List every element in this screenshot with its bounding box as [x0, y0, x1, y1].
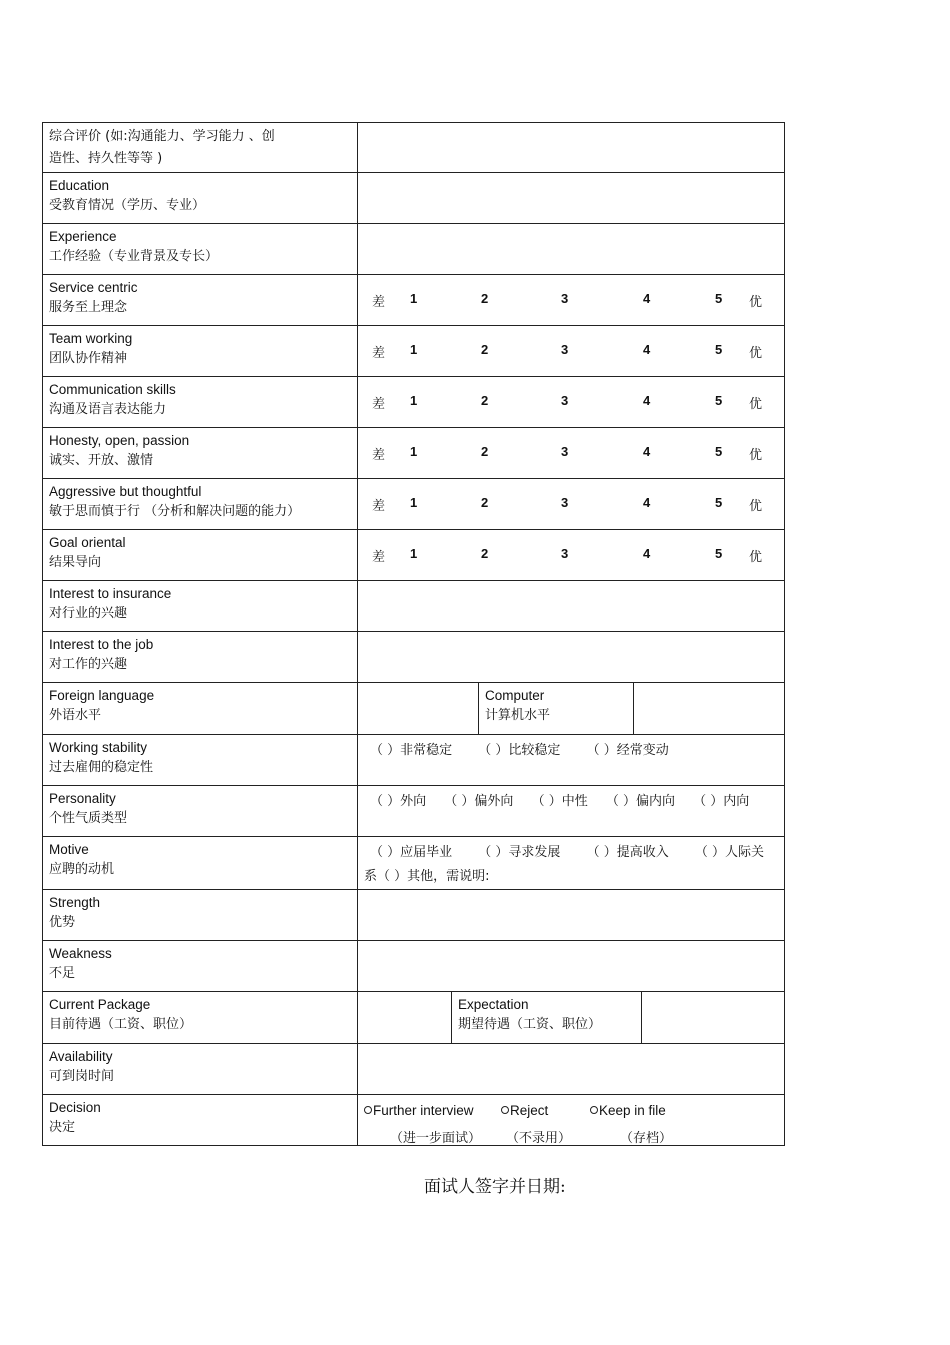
- label-en: Availability: [49, 1049, 113, 1064]
- label-cn: 沟通及语言表达能力: [49, 402, 167, 417]
- label-en: Interest to the job: [49, 637, 154, 652]
- row-interest-job: [43, 632, 785, 683]
- rating-cell: [358, 275, 785, 326]
- label-interest-job: [43, 632, 358, 683]
- decision-options: [358, 1095, 785, 1146]
- label-cn: 个性气质类型: [49, 811, 128, 826]
- input-experience[interactable]: [358, 224, 785, 275]
- option-income[interactable]: （ ）提高收入: [586, 845, 669, 860]
- label-stability: [43, 735, 358, 786]
- label-interest-insurance: [43, 581, 358, 632]
- label-cn: 可到岗时间: [49, 1069, 115, 1084]
- label-en: Experience: [49, 229, 117, 244]
- row-stability: [43, 735, 785, 786]
- rating-option-3[interactable]: 3: [561, 546, 569, 561]
- row-motive: [43, 837, 785, 890]
- label-language: [43, 683, 358, 735]
- row-overall: [43, 123, 785, 173]
- label-aggressive-thoughtful: [43, 479, 358, 530]
- label-cn: 诚实、开放、激情: [49, 453, 154, 468]
- rating-option-4[interactable]: 4: [643, 546, 651, 561]
- label-cn: 对行业的兴趣: [49, 606, 128, 621]
- label-en: Education: [49, 178, 110, 193]
- package-expectation-cell: [358, 992, 785, 1044]
- rating-option-1[interactable]: 1: [410, 495, 418, 510]
- interview-evaluation-form: [42, 122, 785, 1146]
- label-personality: [43, 786, 358, 837]
- option-introvert[interactable]: （ ）内向: [693, 794, 750, 809]
- label-weakness: [43, 941, 358, 992]
- evaluation-table: [42, 122, 785, 1146]
- decision-keep-in-file[interactable]: [590, 1103, 666, 1118]
- rating-option-4[interactable]: 4: [643, 444, 651, 459]
- label-en: Communication skills: [49, 382, 176, 397]
- rating-option-1[interactable]: 1: [410, 342, 418, 357]
- rating-option-3[interactable]: 3: [561, 291, 569, 306]
- input-computer[interactable]: [634, 683, 785, 734]
- label-en: Team working: [49, 331, 133, 346]
- motive-line2[interactable]: 系（ ）其他，需说明:: [364, 869, 490, 884]
- label-en: Current Package: [49, 997, 151, 1012]
- row-education: [43, 173, 785, 224]
- motive-options: [358, 837, 785, 890]
- rating-option-2[interactable]: 2: [481, 342, 489, 357]
- decision-label: Reject: [510, 1103, 549, 1118]
- rating-good-label: 优: [749, 550, 763, 565]
- label-cn: 过去雇佣的稳定性: [49, 760, 154, 775]
- rating-poor-label: 差: [372, 397, 386, 412]
- label-en: Working stability: [49, 740, 148, 755]
- label-en: Computer: [485, 688, 545, 703]
- radio-circle-icon[interactable]: [364, 1106, 372, 1114]
- input-overall[interactable]: [358, 123, 785, 173]
- label-overall-line1: 综合评价 (如:沟通能力、学习能力 、创: [49, 129, 275, 144]
- option-relations[interactable]: （ ）人际关: [694, 845, 764, 860]
- option-extrovert[interactable]: （ ）外向: [370, 794, 427, 809]
- label-en: Personality: [49, 791, 116, 806]
- input-foreign-language[interactable]: [358, 683, 479, 734]
- rating-option-5[interactable]: 5: [715, 495, 723, 510]
- rating-option-3[interactable]: 3: [561, 342, 569, 357]
- rating-cell: [358, 428, 785, 479]
- label-cn: 应聘的动机: [49, 862, 115, 877]
- rating-poor-label: 差: [372, 499, 386, 514]
- input-interest-job[interactable]: [358, 632, 785, 683]
- label-en: Decision: [49, 1100, 101, 1115]
- interviewer-signature-date: 面试人签字并日期:: [424, 1177, 566, 1197]
- label-goal-oriental: [43, 530, 358, 581]
- label-cn: 不足: [49, 966, 76, 981]
- row-package: [43, 992, 785, 1044]
- label-communication-skills: [43, 377, 358, 428]
- rating-option-1[interactable]: 1: [410, 291, 418, 306]
- input-expectation[interactable]: [642, 992, 785, 1043]
- label-expectation: [452, 992, 642, 1043]
- label-cn: 结果导向: [49, 555, 102, 570]
- input-strength[interactable]: [358, 890, 785, 941]
- rating-poor-label: 差: [372, 550, 386, 565]
- rating-cell: [358, 479, 785, 530]
- rating-option-3[interactable]: 3: [561, 495, 569, 510]
- rating-scale: [358, 326, 784, 376]
- row-weakness: [43, 941, 785, 992]
- label-en: Expectation: [458, 997, 529, 1012]
- rating-option-2[interactable]: 2: [481, 291, 489, 306]
- decision-further-interview[interactable]: [364, 1103, 474, 1118]
- rating-option-4[interactable]: 4: [643, 393, 651, 408]
- rating-option-5[interactable]: 5: [715, 342, 723, 357]
- rating-good-label: 优: [749, 448, 763, 463]
- rating-option-4[interactable]: 4: [643, 495, 651, 510]
- label-cn: 优势: [49, 915, 76, 930]
- option-slightly-introvert[interactable]: （ ）偏内向: [605, 794, 675, 809]
- decision-label: Keep in file: [599, 1103, 666, 1118]
- decision-area: [358, 1095, 784, 1145]
- rating-poor-label: 差: [372, 295, 386, 310]
- rating-option-5[interactable]: 5: [715, 444, 723, 459]
- row-language: [43, 683, 785, 735]
- label-cn: 决定: [49, 1120, 76, 1135]
- label-en: Honesty, open, passion: [49, 433, 190, 448]
- label-cn: 计算机水平: [485, 708, 551, 723]
- row-availability: [43, 1044, 785, 1095]
- decision-label: Further interview: [373, 1103, 474, 1118]
- label-en: Weakness: [49, 946, 112, 961]
- decision-cn-keep: （存档）: [620, 1131, 673, 1146]
- row-honesty: [43, 428, 785, 479]
- input-availability[interactable]: [358, 1044, 785, 1095]
- rating-poor-label: 差: [372, 448, 386, 463]
- label-en: Strength: [49, 895, 101, 910]
- label-cn: 工作经验（专业背景及专长）: [49, 249, 219, 264]
- label-honesty: [43, 428, 358, 479]
- rating-good-label: 优: [749, 499, 763, 514]
- input-current-package[interactable]: [358, 992, 452, 1043]
- decision-cn-reject: （不录用）: [506, 1131, 572, 1146]
- label-cn: 外语水平: [49, 708, 102, 723]
- input-weakness[interactable]: [358, 941, 785, 992]
- rating-good-label: 优: [749, 397, 763, 412]
- rating-scale: [358, 530, 784, 580]
- row-personality: [43, 786, 785, 837]
- label-en: Foreign language: [49, 688, 155, 703]
- rating-option-3[interactable]: 3: [561, 393, 569, 408]
- rating-option-5[interactable]: 5: [715, 546, 723, 561]
- rating-option-1[interactable]: 1: [410, 546, 418, 561]
- option-neutral[interactable]: （ ）中性: [531, 794, 588, 809]
- label-en: Motive: [49, 842, 89, 857]
- label-package: [43, 992, 358, 1044]
- label-cn: 期望待遇（工资、职位）: [458, 1017, 602, 1032]
- rating-cell: [358, 326, 785, 377]
- label-availability: [43, 1044, 358, 1095]
- input-interest-insurance[interactable]: [358, 581, 785, 632]
- rating-good-label: 优: [749, 346, 763, 361]
- decision-cn-further: （进一步面试）: [390, 1131, 482, 1146]
- label-decision: [43, 1095, 358, 1146]
- rating-option-1[interactable]: 1: [410, 444, 418, 459]
- rating-option-4[interactable]: 4: [643, 291, 651, 306]
- motive-line1: [364, 841, 778, 865]
- rating-option-2[interactable]: 2: [481, 495, 489, 510]
- label-en: Aggressive but thoughtful: [49, 484, 202, 499]
- label-experience: [43, 224, 358, 275]
- rating-good-label: 优: [749, 295, 763, 310]
- rating-poor-label: 差: [372, 346, 386, 361]
- label-cn: 对工作的兴趣: [49, 657, 128, 672]
- personality-options: [358, 786, 785, 837]
- row-service-centric: [43, 275, 785, 326]
- label-overall: [43, 123, 358, 173]
- label-en: Interest to insurance: [49, 586, 172, 601]
- package-inner-table: [358, 992, 784, 1043]
- option-development[interactable]: （ ）寻求发展: [478, 845, 561, 860]
- rating-scale: [358, 275, 784, 325]
- rating-scale: [358, 479, 784, 529]
- rating-option-4[interactable]: 4: [643, 342, 651, 357]
- label-cn: 团队协作精神: [49, 351, 128, 366]
- option-often-changing[interactable]: （ ）经常变动: [586, 743, 669, 758]
- radio-circle-icon[interactable]: [501, 1106, 509, 1114]
- decision-reject[interactable]: [501, 1103, 548, 1118]
- label-team-working: [43, 326, 358, 377]
- label-en: Goal oriental: [49, 535, 126, 550]
- label-computer: [479, 683, 634, 734]
- label-overall-line2: 造性、持久性等等 ): [49, 151, 163, 166]
- stability-options: [358, 735, 785, 786]
- rating-scale: [358, 428, 784, 478]
- radio-circle-icon[interactable]: [590, 1106, 598, 1114]
- language-computer-cell: [358, 683, 785, 735]
- row-aggressive-thoughtful: [43, 479, 785, 530]
- language-inner-table: [358, 683, 784, 734]
- label-cn: 目前待遇（工资、职位）: [49, 1017, 193, 1032]
- row-goal-oriental: [43, 530, 785, 581]
- rating-option-5[interactable]: 5: [715, 393, 723, 408]
- label-education: [43, 173, 358, 224]
- option-fairly-stable[interactable]: （ ）比较稳定: [478, 743, 561, 758]
- label-cn: 服务至上理念: [49, 300, 128, 315]
- option-graduate[interactable]: （ ）应届毕业: [370, 845, 453, 860]
- row-experience: [43, 224, 785, 275]
- rating-option-5[interactable]: 5: [715, 291, 723, 306]
- rating-scale: [358, 377, 784, 427]
- rating-option-1[interactable]: 1: [410, 393, 418, 408]
- label-service-centric: [43, 275, 358, 326]
- rating-cell: [358, 377, 785, 428]
- rating-option-2[interactable]: 2: [481, 393, 489, 408]
- rating-option-3[interactable]: 3: [561, 444, 569, 459]
- label-cn: 敏于思而慎于行 （分析和解决问题的能力）: [49, 504, 301, 519]
- row-interest-insurance: [43, 581, 785, 632]
- label-motive: [43, 837, 358, 890]
- rating-option-2[interactable]: 2: [481, 546, 489, 561]
- rating-cell: [358, 530, 785, 581]
- option-slightly-extrovert[interactable]: （ ）偏外向: [444, 794, 514, 809]
- option-very-stable[interactable]: （ ）非常稳定: [370, 743, 453, 758]
- label-strength: [43, 890, 358, 941]
- row-communication-skills: [43, 377, 785, 428]
- rating-option-2[interactable]: 2: [481, 444, 489, 459]
- label-en: Service centric: [49, 280, 138, 295]
- row-decision: [43, 1095, 785, 1146]
- row-team-working: [43, 326, 785, 377]
- row-strength: [43, 890, 785, 941]
- label-cn: 受教育情况（学历、专业）: [49, 198, 206, 213]
- input-education[interactable]: [358, 173, 785, 224]
